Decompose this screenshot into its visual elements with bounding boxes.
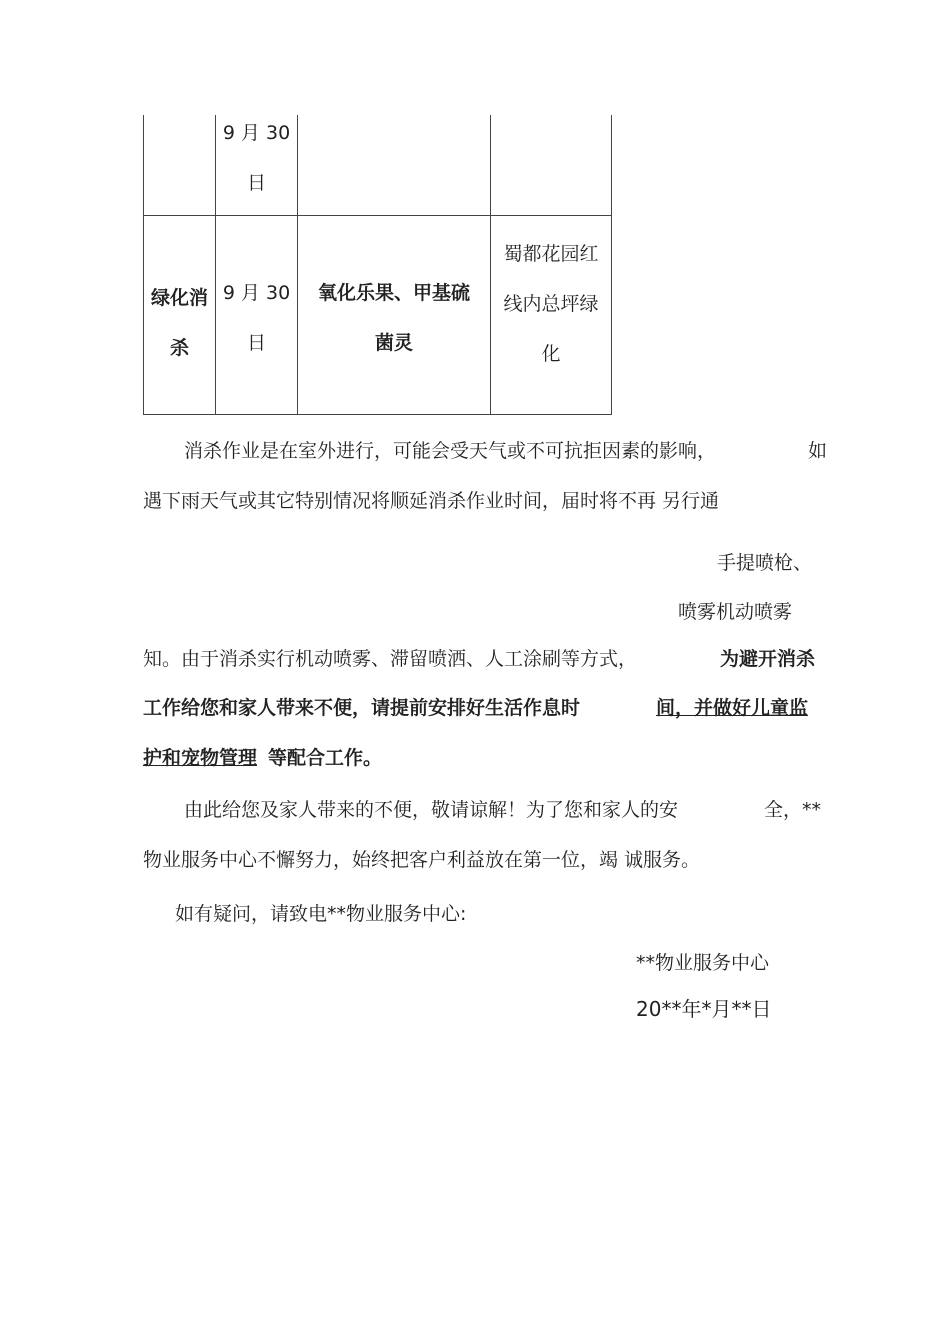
paragraph-text-underlined: 间，并做好儿童监 bbox=[656, 697, 809, 719]
cell-text: 9 月 30 bbox=[222, 122, 291, 144]
contact-line: 如有疑问，请致电**物业服务中心: bbox=[175, 903, 467, 925]
table-cell-type bbox=[144, 273, 215, 373]
signature-date: 20**年*月**日 bbox=[636, 997, 772, 1021]
cell-text: 绿化消 bbox=[150, 287, 208, 309]
cell-text: 杀 bbox=[169, 337, 189, 359]
paragraph-text-bold: 为避开消杀 bbox=[720, 648, 816, 670]
table-cell-date bbox=[216, 108, 297, 208]
table-border bbox=[297, 115, 298, 415]
paragraph-text: 物业服务中心不懈努力，始终把客户利益放在第一位，竭 诚服务。 bbox=[143, 849, 701, 871]
cell-text: 线内总坪绿 bbox=[503, 293, 599, 315]
cell-text: 菌灵 bbox=[374, 332, 413, 354]
cell-text: 9 月 30 bbox=[222, 282, 291, 304]
paragraph-text: 遇下雨天气或其它特别情况将顺延消杀作业时间，届时将不再 另行通 bbox=[143, 490, 720, 512]
table-border bbox=[143, 414, 612, 415]
cell-text: 日 bbox=[246, 172, 266, 194]
cell-text: 氧化乐果、甲基硫 bbox=[317, 282, 470, 304]
paragraph-text-underlined: 护和宠物管理 bbox=[143, 747, 258, 769]
floating-text: 喷雾机动喷雾 bbox=[678, 601, 793, 623]
paragraph-text-bold: 等配合工作。 bbox=[268, 747, 383, 769]
cell-text: 蜀都花园红 bbox=[503, 243, 599, 265]
floating-text: 手提喷枪、 bbox=[717, 552, 813, 574]
cell-text: 日 bbox=[246, 332, 266, 354]
paragraph-text: 消杀作业是在室外进行，可能会受天气或不可抗拒因素的影响， bbox=[184, 440, 717, 462]
paragraph-text: 由此给您及家人带来的不便，敬请谅解！为了您和家人的安 bbox=[184, 799, 679, 821]
paragraph-text: 知。由于消杀实行机动喷雾、滞留喷洒、人工涂刷等方式， bbox=[143, 648, 638, 670]
paragraph-text: 全，** bbox=[764, 799, 822, 821]
table-border bbox=[611, 115, 612, 415]
paragraph-text: 如 bbox=[808, 440, 828, 462]
cell-text: 化 bbox=[541, 343, 561, 365]
table-cell-area bbox=[491, 229, 611, 379]
table-cell-date bbox=[216, 268, 297, 368]
table-border bbox=[143, 215, 612, 216]
table-cell-agent bbox=[298, 268, 490, 368]
signature-org: **物业服务中心 bbox=[636, 952, 770, 974]
paragraph-text-bold: 工作给您和家人带来不便，请提前安排好生活作息时 bbox=[143, 697, 581, 719]
